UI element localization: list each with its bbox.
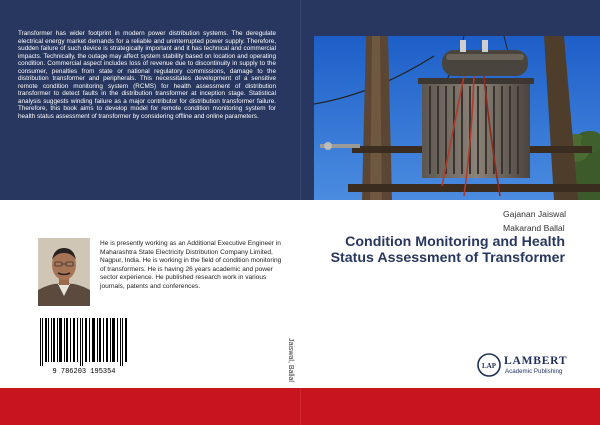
spine-divider [300,0,301,425]
author-name: Gajanan Jaiswal [503,209,567,219]
book-title: Condition Monitoring and Health Status Assessment of Transformer [330,234,565,267]
spine-authors: Jaiswal, Ballal [287,338,294,382]
isbn-barcode [36,318,132,376]
back-cover-blurb: Transformer has wider footprint in modern power distribution systems. The deregulate electrical energy market demands for a reliable and uninterrupted power supply. Therefore, sudden failure of such device is strategically important and it has technical and commercial impacts. Technically, the outage may affect system stability based on location and operating condition. Commercial aspect includes loss of revenue due to discontinuity in supply to the consumer, penalties from state or national regulatory commissions, damage to the distribution transformer and peripherals. This necessitates development of a sensitive remote condition monitoring system (RCMS) for health assessment of distribution transformer to detect faults in the distribution transformer at inception stage. Statistical analysis suggests winding failure as a major contributor for distribution transformer failure. Therefore, this book aims to develop model for remote condition monitoring system for health status assessment of transformer by considering offline and online parameters. [18,30,276,121]
lap-emblem-icon [476,352,504,378]
transformer-illustration [314,36,600,200]
portrait-illustration [38,238,90,306]
lap-mark: LAP [482,362,496,370]
barcode-bars [36,318,132,376]
author-bio: He is presently working as an Additional Executive Engineer in Maharashtra State Electricity Distribution Company Limited, Nagpur, India. He is working in the field of condition monitoring of transformers. He is having 26 years academic and power sector experience. He published research work in various journals, patents and conferences. [100,240,282,290]
transformer-photo [314,36,600,200]
author-name: Makarand Ballal [503,222,565,233]
author-portrait [38,238,90,306]
publisher-subtitle: Academic Publishing [505,368,563,375]
isbn-digits: 9 786203 195354 [52,368,116,376]
publisher-name: LAMBERT [504,355,568,367]
author-list [503,208,565,235]
